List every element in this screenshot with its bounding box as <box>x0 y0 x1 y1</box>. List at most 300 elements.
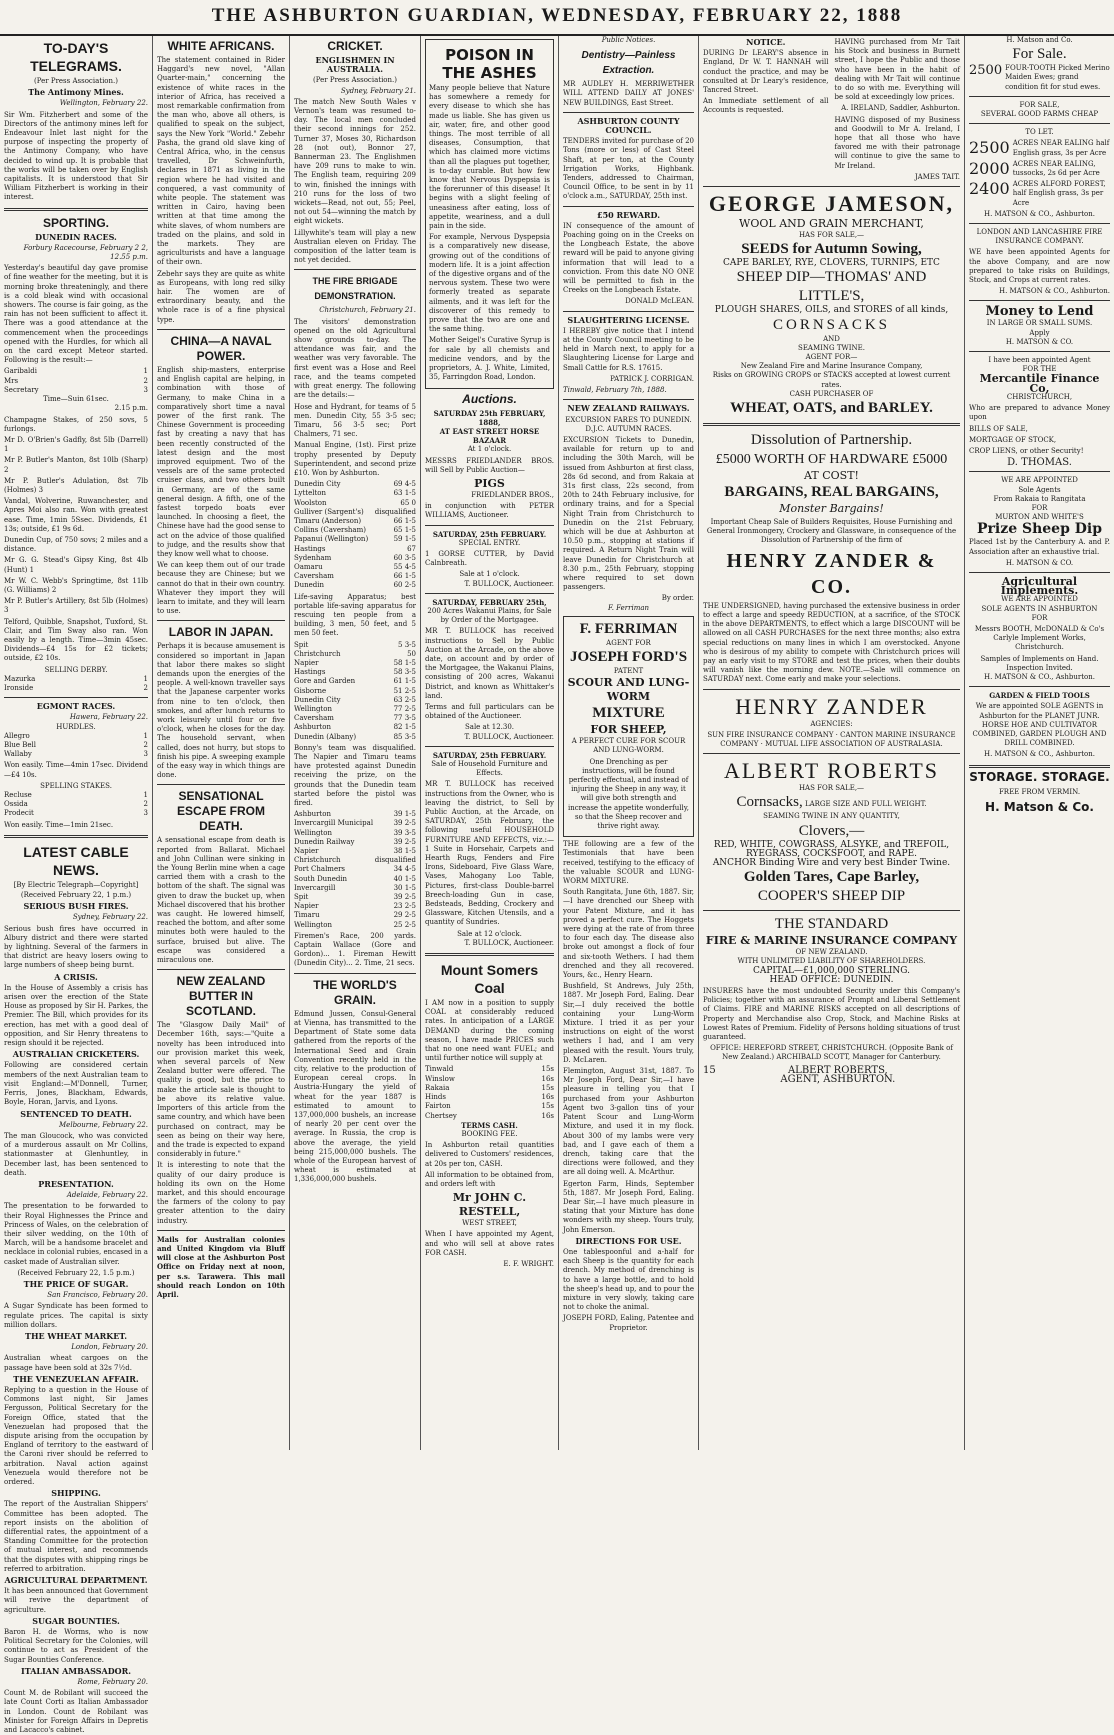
result-row <box>294 554 416 563</box>
ad-heading: CORNSACKS <box>772 316 891 333</box>
notice-row <box>703 36 960 182</box>
result-value: 65 1-5 <box>393 526 416 535</box>
result-value: 38 1-5 <box>393 847 416 856</box>
result-name: Spit <box>294 640 309 649</box>
race-time: Won easily. Time—1min 21sec. <box>4 820 114 829</box>
result-row <box>294 733 416 742</box>
ad-heading: POISON IN THE ASHES <box>442 46 537 82</box>
auction-date: SATURDAY, 25th FEBRUARY. <box>432 529 547 539</box>
ad-body: One Drenching as per instructions, will be found perfectly effectual, and instead of injuring the Sheep in any way, it will give both strength and increase the appetite wonderfully, so that the Sheep recover and thrive right away. <box>568 757 689 830</box>
result-line: Mr G. G. Stead's Gipsy King, 8st 4lb (Hunt) 1 <box>4 556 148 574</box>
result-value: 1 <box>143 674 148 683</box>
result-row <box>294 884 416 893</box>
ad-heading: HENRY ZANDER <box>735 693 928 719</box>
story-heading: SENSATIONAL ESCAPE FROM DEATH. <box>176 789 265 834</box>
story-heading: SERIOUS BUSH FIRES. <box>23 901 129 912</box>
race-name: HURDLES. <box>56 722 96 731</box>
ad-line: MURTON AND WHITE'S <box>995 513 1084 522</box>
ad-terms: TERMS CASH. <box>461 1120 518 1130</box>
divider <box>703 423 960 426</box>
result-row <box>294 723 416 732</box>
auction-item: PIGS <box>474 476 505 490</box>
result-name: Timaru <box>294 911 320 920</box>
ad-heading: WHEAT, OATS, and BARLEY. <box>730 400 933 417</box>
story-heading: ITALIAN AMBASSADOR. <box>20 1665 132 1676</box>
story-heading: AUSTRALIAN CRICKETERS. <box>12 1049 140 1060</box>
story-body: Count M. de Robilant will succeed the late Count Corti as Italian Ambassador in London. Count de Robilant was Minister for Foreign Affairs in Depretis and Lacacco's cabinet. <box>4 1689 148 1735</box>
ad-heading: Cornsacks, <box>736 794 803 811</box>
ad-line: TO LET. <box>1025 128 1054 137</box>
story-heading: THE WHEAT MARKET. <box>24 1330 127 1341</box>
result-name: Secretary <box>4 385 39 394</box>
result-value: 1 <box>143 731 148 740</box>
column-telegrams <box>0 36 152 1735</box>
ad-heading: GARDEN & FIELD TOOLS <box>989 691 1090 701</box>
story-heading: PRESENTATION. <box>38 1178 114 1189</box>
auction-date: SATURDAY, FEBRUARY 25th, <box>432 597 547 607</box>
result-name: Dunedin City <box>294 480 341 489</box>
ad-line: WE ARE APPOINTED <box>1001 595 1078 604</box>
result-name: Hastings <box>294 668 326 677</box>
ad-ferriman <box>563 616 694 837</box>
byline: (Per Press Association.) <box>34 77 118 85</box>
dateline: Hawera, February 22. <box>69 713 148 722</box>
ad-heading: Money to Lend <box>985 304 1094 320</box>
result-row <box>425 1102 554 1111</box>
divider <box>4 208 148 211</box>
result-row <box>294 902 416 911</box>
ad-heading: LONDON AND LANCASHIRE FIRE INSURANCE COMPANY. <box>976 228 1103 246</box>
result-value: 15s <box>541 1065 554 1074</box>
result-row <box>4 741 148 750</box>
ad-line: HAS FOR SALE,— <box>798 784 865 793</box>
result-name: Dunedin Railway <box>294 837 355 846</box>
let-desc: ACRES NEAR EALING half English grass, 3s per Acre <box>1012 139 1110 157</box>
ad-heading: JOSEPH FORD'S <box>569 648 688 665</box>
ad-poison <box>425 39 554 389</box>
dateline: Sydney, February 21. <box>340 86 416 95</box>
ad-line: OF NEW ZEALAND. <box>795 948 868 957</box>
notice-signature: DONALD McLEAN. <box>625 297 694 306</box>
ad-line: WE ARE APPOINTED <box>1001 476 1078 485</box>
story-body: In the House of Assembly a crisis has arisen over the erection of the State House as proposed by Sir H. Parkes, the Premier. The Bill, which provides for its erection, has met with a good deal of opposition, and Sir Henry threatens to resign should it be rejected. <box>4 983 148 1048</box>
result-row <box>294 819 416 828</box>
result-value: 82 1-5 <box>393 723 416 732</box>
mail-notice: Mails for Australian colonies and United Kingdom via Bluff will close at the Ashburton Post Office on Friday next at noon, per s.s. Tarawera. This mail should reach London on 10th April. <box>157 1234 285 1299</box>
story-body: Australian wheat cargoes on the passage have been sold at 32s 7½d. <box>4 1354 148 1372</box>
auction-time: Sale at 1 o'clock. <box>459 570 520 579</box>
story-heading: AGRICULTURAL DEPARTMENT. <box>4 1575 148 1586</box>
heading-sporting: SPORTING. <box>42 215 109 230</box>
notice-doctor <box>703 36 829 182</box>
ad-signature: D. THOMAS. <box>1007 457 1072 469</box>
auction-item: 1 GORSE CUTTER, by David Calnbreath. <box>425 549 554 568</box>
ad-list-item: BILLS OF SALE, <box>969 424 1028 433</box>
auction-item: 200 Acres Wakanui Plains, for Sale by Order of the Mortgagee. <box>427 606 552 625</box>
divider <box>294 269 416 270</box>
notice-subheading: EXCURSION FARES TO DUNEDIN. <box>565 415 692 424</box>
result-row <box>425 1075 554 1084</box>
result-value: 60 3-5 <box>393 553 416 562</box>
result-name: Dunedin (Albany) <box>294 732 357 741</box>
result-value: 59 1-5 <box>393 535 416 544</box>
result-value: 39 2-5 <box>393 819 416 828</box>
ad-line: AGENT FOR <box>606 638 651 647</box>
result-value: 39 2-5 <box>393 837 416 846</box>
auction-body: MESSRS FRIEDLANDER BROS. will Sell by Public Auction— <box>425 456 554 474</box>
result-value: 50 <box>407 649 416 658</box>
story-body: Replying to a question in the House of Commons last night, Sir James Fergusson, Political Secretary for the Foreign Office, stated that the Venezuelan had proposed that the dispute arising from the occupation by England of territory to the eastward of the Caroni river should be referred to arbitration. Naval action against Venezuela would therefore not be ordered. <box>4 1385 148 1487</box>
result-row <box>4 732 148 741</box>
story-heading: THE PRICE OF SUGAR. <box>23 1278 129 1289</box>
result-value: 85 3-5 <box>393 732 416 741</box>
story-body: The report of the Australian Shippers' Committee has been adopted. The report insists on the abolition of differential rates, the appointment of a Standing Committee for the protection of mutual interest, and recommends that the disputes with shipping rings be referred to arbitration. <box>4 1500 148 1573</box>
race-results <box>4 675 148 693</box>
ad-line: HEAD OFFICE: DUNEDIN. <box>769 974 894 985</box>
notice-signature: By order. <box>661 594 694 603</box>
result-row <box>294 838 416 847</box>
result-row <box>294 705 416 714</box>
result-name: Garibaldi <box>4 367 37 376</box>
results-table <box>294 480 416 590</box>
notice-body: TENDERS invited for purchase of 20 Tons (more or less) of Cast Steel Shaft, at per ton, at the County Irrigation Works, Highbank. Tenders, addressed to Chairman, Council Office, to be sent in by 11 o'clock a.m., SATURDAY, 25th inst. <box>563 137 694 201</box>
ad-heading: Prize Sheep Dip <box>977 521 1102 538</box>
notice-date: Tinwald, February 7th, 1888. <box>563 386 667 395</box>
auction-body: in conjunction with PETER WILLIAMS, Auctioneer. <box>425 502 554 520</box>
result-row <box>4 684 148 693</box>
result-row <box>294 921 416 930</box>
result-row <box>425 1065 554 1074</box>
result-row <box>294 829 416 838</box>
divider <box>4 835 148 838</box>
notice-signature: JAMES TAIT. <box>914 172 960 181</box>
race-time: Time—Suin 61sec. <box>43 395 109 404</box>
divider <box>563 206 694 207</box>
ad-signature: ALBERT ROBERTS, <box>787 1064 888 1076</box>
let-desc: ACRES NEAR EALING, tussocks, 2s 6d per Acre <box>1012 159 1100 178</box>
notice-heading: NEW ZEALAND RAILWAYS. <box>567 403 690 414</box>
story-body: A sensational escape from death is reported from Ballarat. Michael and John Cullinan were sinking in the Young Berlin mine when a cage carried them with a crash to the bottom of the shaft. The signal was given to draw the bucket up, when Michael discovered that his brother was caught. He lowered himself, reached the bottom, and after some minutes both were hauled to the surface, bruised but alive. The escape was considered a miraculous one. <box>157 836 285 965</box>
result-value: 2 <box>143 376 148 385</box>
result-value: 63 2-5 <box>393 695 416 704</box>
ad-heading: DIRECTIONS FOR USE. <box>575 1235 682 1246</box>
notice-ireland <box>835 36 961 182</box>
let-qty: 2400 <box>969 179 1010 199</box>
result-name: Christchurch <box>294 856 341 865</box>
ad-heading: Mercantile Finance Co, <box>979 372 1100 395</box>
sale-item <box>969 64 1110 92</box>
divider <box>969 351 1110 352</box>
result-name: Ossida <box>4 800 28 809</box>
result-value: 3 <box>143 809 148 818</box>
ad-heading: HENRY ZANDER & CO. <box>726 549 937 598</box>
ad-body: OFFICE: HEREFORD STREET, CHRISTCHURCH. (Opposite Bank of New Zealand.) ARCHIBALD SCOTT, Manager for Canterbury. <box>710 1044 953 1062</box>
notice-signature: A. IRELAND, Saddler, Ashburton. <box>841 104 960 113</box>
ad-line: WOOL AND GRAIN MERCHANT, <box>739 217 924 231</box>
ad-line: Inspection Invited. <box>1006 663 1073 672</box>
result-name: Dunedin <box>294 581 324 590</box>
ad-line: CASH PURCHASER OF <box>789 389 874 398</box>
result-value: 15s <box>541 1083 554 1092</box>
ad-heading: For Sale. <box>1012 46 1067 63</box>
result-name: Rakaia <box>425 1083 450 1092</box>
dateline: Adelaide, February 22. <box>66 1191 148 1200</box>
result-name: South Dunedin <box>294 874 348 883</box>
result-name: Ashburton <box>294 810 332 819</box>
section-heading: Public Notices. <box>601 36 656 44</box>
ad-body: MR AUDLEY H. MERRIWETHER WILL ATTEND DAILY AT JONES' NEW BUILDINGS, East Street. <box>563 80 694 107</box>
result-value: 58 1-5 <box>393 658 416 667</box>
result-name: Invercargill Municipal <box>294 819 374 828</box>
story-body: Life-saving Apparatus; best portable life-saving apparatus for rescuing ten people from a building, 3 men, 50 feet, and 5 men 50 feet. <box>294 592 416 638</box>
result-name: Christchurch <box>294 649 341 658</box>
ad-body: Mother Seigel's Curative Syrup is for sale by all chemists and medicine vendors, and by the proprietors, A. J. White, Limited, 35, Farringdon Road, London. <box>429 336 550 382</box>
ad-heading: FOR SHEEP, <box>590 723 667 737</box>
result-name: Allegro <box>4 731 30 740</box>
column-public-notices <box>559 36 698 1450</box>
result-name: Invercargill <box>294 883 336 892</box>
ad-list-item: CROP LIENS, or other Security! <box>969 446 1084 455</box>
divider <box>969 223 1110 224</box>
story-body: Sir Wm. Fitzherbert and some of the Directors of the antimony mines left for Endeavour Inlet last night for the purpose of inspecting the property of the Antimony Company, who have decided to wind up. It is probable that the works will be taken over by English capitalists. It is understood that Sir William Fitzherbert is working in their interest. <box>4 110 148 202</box>
result-name: Gore and Garden <box>294 677 356 686</box>
ad-heading: GEORGE JAMESON, <box>708 191 955 217</box>
result-value: 63 1-5 <box>393 489 416 498</box>
testimonial: Egerton Farm, Hinds, September 5th, 1887. Mr Joseph Ford, Ealing. Dear Sir,—I have much pleasure in stating that your Mixture has done wonders with my sheep. Yours truly, John Emerson. <box>563 1179 694 1234</box>
result-value: 16s <box>541 1074 554 1083</box>
testimonial: THE following are a few of the Testimonials that have been received, testifying to the efficacy of the valuable SCOUR and LUNG-WORM MIXTURE. <box>563 840 694 886</box>
ad-line: A PERFECT CURE FOR SCOUR AND LUNG-WORM. <box>571 737 686 755</box>
race-time: 2.15 p.m. <box>114 404 148 413</box>
ad-line: HAS FOR SALE,— <box>798 231 865 240</box>
story-body: Edmund Jussen, Consul-General at Vienna, has transmitted to the Department of State some data gathered from the reports of the International Seed and Grain Convention recently held in the city, relative to the production of European cereal crops. In Austria-Hungary the yield of wheat for the year 1887 is estimated to amount to 137,000,000 bushels, an increase of nearly 20 per cent over the average. In Russia, the crop is above the average, the yield being 215,000,000 bushels. The whole of the European harvest of wheat is estimated at 1,336,000,000 bushels. <box>294 1009 416 1184</box>
result-row <box>294 714 416 723</box>
heading-telegrams: TO-DAY'S TELEGRAMS. <box>30 40 122 74</box>
ad-heading: THE STANDARD <box>774 916 889 933</box>
dateline: Sydney, February 22. <box>72 913 148 922</box>
result-name: Wellington <box>294 920 333 929</box>
ad-line: I have been appointed Agent <box>988 356 1091 365</box>
result-value: 30 1-5 <box>393 883 416 892</box>
divider <box>969 572 1110 573</box>
ad-signature: H. Matson & Co. <box>985 800 1094 814</box>
ad-line: AGENCIES: <box>810 719 853 728</box>
ad-signature: JOSEPH FORD, Ealing, Patentee and Proprietor. <box>563 1314 694 1332</box>
ad-signature: E. F. WRIGHT. <box>503 1259 554 1268</box>
story-body: Vandal, Wolverine, Ruwanchester, and Apres Moi also ran. Won with greatest ease. Time, 1min 5Ssec. Dividends, £1 13s; outside, £1 9s 6d. <box>4 497 148 533</box>
result-line: Mr D. O'Brien's Gadfly, 8st 5lb (Darrell) 1 <box>4 435 148 454</box>
result-value: 1 <box>143 367 148 376</box>
sale-desc: FOUR-TOOTH Picked Merino Maiden Ewes; grand condition fit for stud ewes. <box>1005 64 1110 91</box>
ad-heading: STORAGE. STORAGE. <box>969 769 1110 784</box>
auctioneer: T. BULLOCK, Auctioneer. <box>464 938 554 947</box>
auction-entry: SPECIAL ENTRY. <box>458 538 521 547</box>
race-name: Dunedin Cup, of 750 sovs; 2 miles and a distance. <box>4 535 148 554</box>
divider <box>157 329 285 330</box>
auction-body: MR T. BULLOCK has received instructions to Sell by Public Auction at the Arcade, on the above date, on account and by order of the Mortgagee, the Wakanui Plains, consisting of 200 acres, Wakanui District, and known as Whittaker's land. <box>425 627 554 700</box>
ad-heading: Clovers,— <box>798 822 865 839</box>
result-line: Mr P. Butler's Manton, 8st 10lb (Sharp) 2 <box>4 456 148 474</box>
result-name: Wallaby <box>4 750 32 759</box>
divider <box>969 300 1110 301</box>
story-body: The "Glasgow Daily Mail" of December 16th, says:—"Quite a novelty has been introduced into our provision market this week, when several parcels of New Zealand butter were offered. The quality is good, but the price to make the article sale is thought to be above its relative value. Importers of this article from the same country, and which have been purchased on contract, may be seen as being on their way here, and the trade is expected to expand considerably in future." <box>157 1021 285 1159</box>
result-value: 55 4-5 <box>393 562 416 571</box>
race-time: Won easily. Time—4min 17sec. Dividend—£4 10s. <box>4 761 148 779</box>
ad-signature: H. MATSON & CO., Ashburton. <box>983 209 1095 218</box>
divider <box>157 969 285 970</box>
divider <box>969 765 1110 768</box>
story-body: It has been announced that Government will revive the department of agriculture. <box>4 1587 148 1614</box>
result-name: Wellington <box>294 705 333 713</box>
divider <box>157 620 285 621</box>
notice-body: EXCURSION Tickets to Dunedin, available for return up to and including the 30th March, will be issued from Ashburton at first class, 28s 6d second, and from Rakaia at 31s first class, 22s second, from 20th to 24th February inclusive, for ordinary trains, and for a Special Night Train from Christchurch to Dunedin on the 21st February, which will be due at Ashburton at 10.50 p.m., stopping at stations if required. A Return Night Train will leave Dunedin for Christchurch at 8.30 p.m., 25th February, stopping where required to set down passengers. <box>563 435 694 592</box>
result-value: 16s <box>541 1111 554 1120</box>
story-body: The man Gloucock, who was convicted of a murderous assault on Mr Collins, stationmaster at Glenhuntley, in December last, has been sentenced to death. <box>4 1131 148 1177</box>
result-value: 60 2-5 <box>393 581 416 590</box>
ad-address: WEST STREET, <box>462 1219 517 1228</box>
story-body: Baron H. de Worms, who is now Political Secretary for the Colonies, will continue to act as President of the Sugar Bounties Conference. <box>4 1628 148 1664</box>
divider <box>294 973 416 974</box>
ad-body: INSURERS have the most undoubted Security under this Company's Policies; together with an assurance of Prompt and Liberal Settlement of Claims. FIRE and MARINE RISKS accepted on all descriptions of Property and Merchandise also Crop, Stock, and Machine Risks at Lowest Rates of Premium. Fidelity of Persons holding situations of trust guaranteed. <box>703 986 960 1041</box>
result-row <box>425 1084 554 1093</box>
race-name: SPELLING STAKES. <box>40 781 112 790</box>
column-merchant-ads <box>699 36 964 1450</box>
story-heading: LABOR IN JAPAN. <box>168 625 274 640</box>
race-name: Champagne Stakes, of 250 sovs, 5 furlongs. <box>4 415 148 433</box>
story-body: Lillywhite's team will play a new Australian eleven on Friday. The composition of the latter team is not yet decided. <box>294 228 416 265</box>
ad-body: One tablespoonful and a-half for each Sheep is the quantity for each drench. My method of drenching is to have a large bottle, and to hold the sheep's head up, and to pour the mixture in very slowly, taking care not to choke the animal. <box>563 1247 694 1312</box>
column-cricket <box>290 36 420 1450</box>
story-body: Telford, Quibble, Snapshot, Tuxford, St. Clair, and Tim Sway also ran. Won easily by a length. Time—3min 45sec. Dividends—£4 15s for £2 tickets; outside, £2 10s. <box>4 617 148 663</box>
ad-footer <box>703 1066 960 1084</box>
ad-body: WE have been appointed Agents for the above Company, and are now prepared to take risks on Buildings, Stock, and Crops at current rates. <box>969 248 1110 285</box>
ad-line: PATENT <box>613 666 644 675</box>
ad-line: Apply <box>1029 328 1050 337</box>
result-name: Dunedin City <box>294 695 341 704</box>
result-value: 39 1-5 <box>393 810 416 819</box>
race-results <box>4 732 148 760</box>
divider <box>969 686 1110 687</box>
let-item <box>969 139 1110 157</box>
result-row <box>425 1112 554 1121</box>
divider <box>969 123 1110 124</box>
result-value: 69 4-5 <box>393 480 416 489</box>
ad-line: Monster Bargains! <box>779 502 884 516</box>
ad-heading: Golden Tares, Cape Barley, <box>743 869 920 886</box>
result-value: disqualified <box>374 507 416 516</box>
dateline: Rome, February 20. <box>77 1678 148 1687</box>
story-body: The visitors' demonstration opened on the old Agricultural show grounds to-day. The attendance was fair, and the weather was very favorable. The first event was a Hose and Reel race, and the teams competed with great energy. The following are the details:— <box>294 317 416 400</box>
result-name: Tinwald <box>425 1065 454 1074</box>
ad-line: AND <box>823 334 840 343</box>
result-value: 1 <box>143 791 148 800</box>
auction-body: Terms and full particulars can be obtained of the Auctioneer. <box>425 702 554 721</box>
story-heading: EGMONT RACES. <box>36 701 116 712</box>
story-body: It is interesting to note that the quality of our dairy produce is holding its own on the Home market, and this should encourage the farmers of the colony to pay greater attention to the dairy industry. <box>157 1161 285 1225</box>
result-row <box>425 1093 554 1102</box>
ad-body: In Ashburton retail quantities delivered to Customers' residences, at 20s per ton, CASH. <box>425 1141 554 1168</box>
result-row <box>294 508 416 517</box>
ad-line: SEAMING TWINE IN ANY QUANTITY, <box>763 812 900 821</box>
ad-heading: ALBERT ROBERTS <box>723 758 940 784</box>
ad-heading: Dissolution of Partnership. <box>750 432 913 449</box>
divider <box>157 784 285 785</box>
testimonial: Bushfield, St Andrews, July 25th, 1887. Mr Joseph Ford, Ealing. Dear Sir,—I duly received the bottle containing your Lung-Worm Mixture. I tried it as per your instructions on eight of the worst wethers I had, and I am very pleased with the result. Yours truly, D. McLaren. <box>563 982 694 1064</box>
dateline: London, February 20. <box>71 1343 148 1352</box>
ad-line: Samples of Implements on Hand. <box>980 654 1099 663</box>
result-value: 51 2-5 <box>393 686 416 695</box>
result-name: Blue Bell <box>4 741 37 749</box>
result-name: Collins (Caversham) <box>294 526 366 535</box>
result-row <box>294 865 416 874</box>
result-value: 25 2-5 <box>393 920 416 929</box>
result-name: Port Chalmers <box>294 865 346 874</box>
result-value: 2 <box>143 800 148 809</box>
ad-body: Who are prepared to advance Money upon <box>969 404 1110 422</box>
result-row <box>4 377 148 386</box>
byline: (Per Press Association.) <box>313 76 397 85</box>
result-row <box>4 809 148 818</box>
story-body: Bonny's team was disqualified. The Napier and Timaru teams have protested against Dunedin receiving the prize, on the grounds that the Dunedin team started before the pistol was fired. <box>294 743 416 808</box>
divider <box>425 746 554 747</box>
story-body: Hose and Hydrant, for teams of 5 men. Dunedin City, 55 3-5 sec; Timaru, 56 3-5 sec; Port Chalmers, 71 sec. <box>294 402 416 439</box>
result-value: 77 3-5 <box>393 714 416 723</box>
ad-line: From Rakaia to Rangitata <box>993 494 1086 503</box>
result-name: Lyttelton <box>294 489 327 498</box>
story-heading: SHIPPING. <box>51 1488 101 1499</box>
let-desc: ACRES ALFORD FOREST, half English grass, 3s per Acre <box>1012 180 1106 207</box>
dateline: Wellington, February 22. <box>59 99 148 108</box>
ad-body: I AM now in a position to supply COAL at considerably reduced rates. In anticipation of a LARGE DEMAND during the coming season, I have made PRICES such that no one need want FUEL; and until further notice will supply at <box>425 999 554 1063</box>
result-row <box>294 499 416 508</box>
ad-heading: BARGAINS, REAL BARGAINS, <box>724 484 939 501</box>
column-matson <box>965 36 1114 1450</box>
ad-body: We are appointed SOLE AGENTS in Ashburton for the PLANET JUNR. HORSE HOE AND CULTIVATOR COMBINED, GARDEN PLOUGH AND DRILL COMBINED. <box>972 702 1107 748</box>
story-heading: THE WORLD'S GRAIN. <box>313 977 397 1007</box>
let-qty: 2500 <box>969 138 1010 158</box>
ad-tag: H. Matson and Co. <box>1006 36 1073 44</box>
divider <box>703 910 960 911</box>
result-row <box>294 650 416 659</box>
ad-signature: H. MATSON & CO. <box>1005 558 1074 567</box>
auction-item: Sale of Household Furniture and Effects. <box>431 760 548 778</box>
results-table <box>294 641 416 742</box>
result-row <box>294 641 416 650</box>
ad-line: RED, WHITE, COWGRASS, ALSYKE, and TREFOIL, RYEGRASS, COCKSFOOT, and RAPE. <box>713 839 950 859</box>
result-row <box>294 687 416 696</box>
auction-time: At 1 o'clock. <box>467 445 512 454</box>
race-results <box>4 791 148 819</box>
result-row <box>294 668 416 677</box>
result-name: Caversham <box>294 572 334 581</box>
auction-place: AT EAST STREET HORSE BAZAAR <box>439 426 540 446</box>
result-value: 39 3-5 <box>393 828 416 837</box>
ad-line: Risks on GROWING CROPS or STACKS accepted at lowest current rates. <box>712 371 951 389</box>
result-row <box>294 847 416 856</box>
ad-line: ANCHOR Binding Wire and very best Binder Twine. <box>712 857 951 868</box>
result-row <box>294 696 416 705</box>
sale-qty: 2500 <box>969 63 1003 79</box>
result-row <box>294 489 416 498</box>
ad-heading: SEEDS for Autumn Sowing, <box>741 241 922 258</box>
notice-signature: PATRICK J. CORRIGAN. <box>610 374 694 383</box>
story-body: Manual Engine, (1st). First prize trophy presented by Deputy Superintendent, and second prize £10. Won by Ashburton. <box>294 441 416 477</box>
result-value: 2 <box>143 741 148 749</box>
result-row <box>4 675 148 684</box>
divider <box>425 525 554 526</box>
story-body: Following are considered certain members of the next Australian team to visit England:—M'Donnell, Turner, Ferris, Jones, Blackham, Edwards, Boyle, Horan, Jarvis, and Lyons. <box>4 1061 148 1107</box>
result-name: Papanui (Wellington) <box>294 535 369 544</box>
